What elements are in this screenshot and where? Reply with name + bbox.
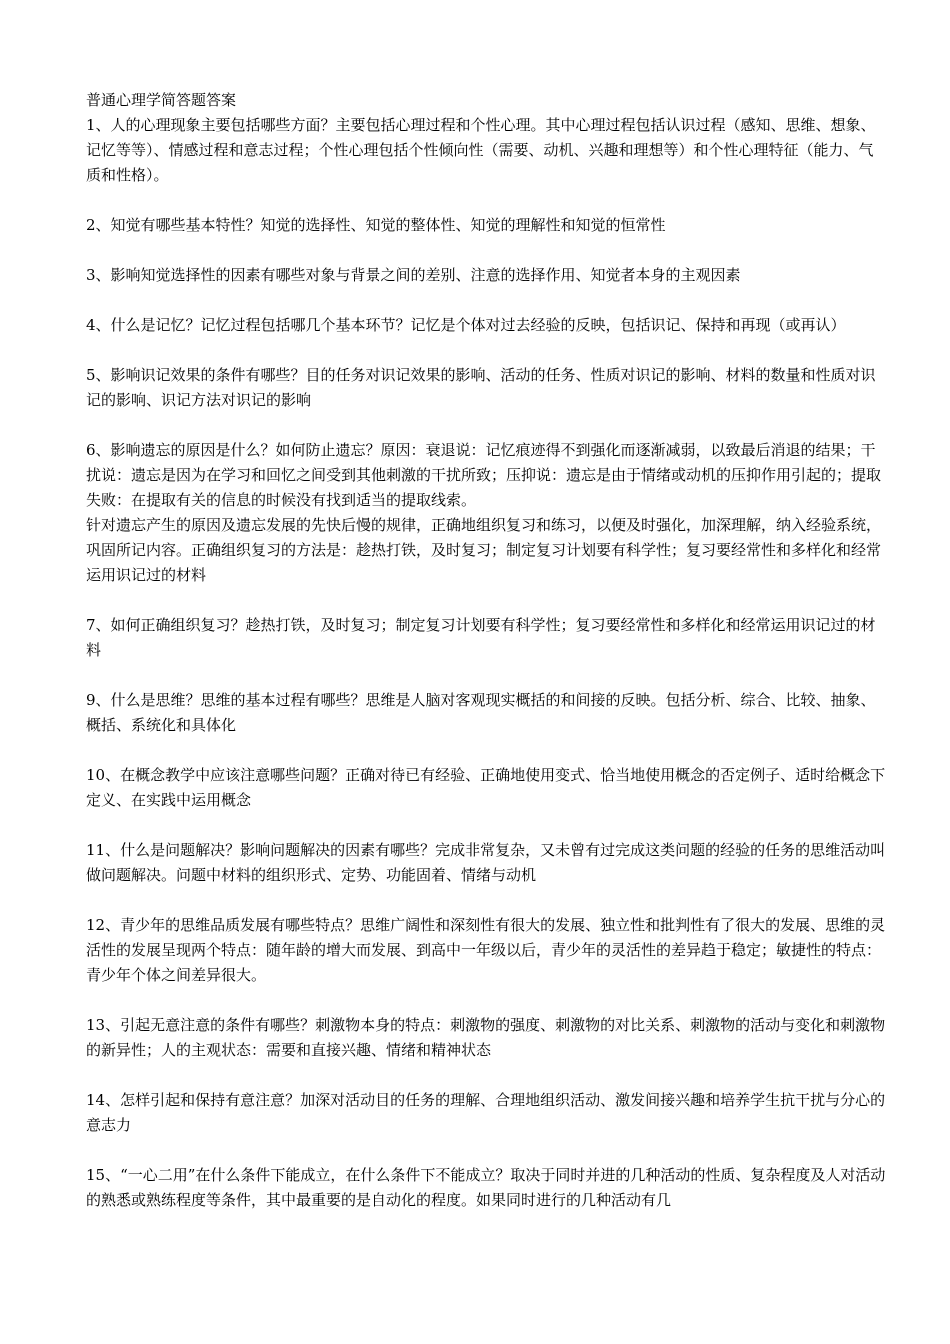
qa-item-5 (86, 363, 886, 413)
qa-item-4 (86, 313, 886, 338)
qa-item-10 (86, 763, 886, 813)
qa-item-13 (86, 1013, 886, 1063)
qa-item-6 (86, 438, 886, 588)
document-title: 普通心理学简答题答案 (86, 91, 237, 109)
document-page (86, 88, 886, 1238)
qa-item-12 (86, 913, 886, 988)
qa-item-14 (86, 1088, 886, 1138)
qa-item-15 (86, 1163, 886, 1213)
qa-item-3 (86, 263, 886, 288)
qa-text: 2、知觉有哪些基本特性？知觉的选择性、知觉的整体性、知觉的理解性和知觉的恒常性 (86, 216, 666, 234)
qa-text: 6、影响遗忘的原因是什么？如何防止遗忘？原因：衰退说：记忆痕迹得不到强化而逐渐减弱，以致最后消退的结果；干扰说：遗忘是因为在学习和回忆之间受到其他刺激的干扰所致；压抑说：遗忘是由于情绪或动机的压抑作用引起的；提取失败：在提取有关的信息的时候没有找到适当的提取线索。 (86, 441, 882, 509)
qa-text: 13、引起无意注意的条件有哪些？刺激物本身的特点：刺激物的强度、刺激物的对比关系、刺激物的活动与变化和刺激物的新异性；人的主观状态：需要和直接兴趣、情绪和精神状态 (86, 1016, 886, 1059)
qa-text: 3、影响知觉选择性的因素有哪些对象与背景之间的差别、注意的选择作用、知觉者本身的主观因素 (86, 266, 741, 284)
qa-item-1 (86, 113, 886, 188)
qa-text-continued: 针对遗忘产生的原因及遗忘发展的先快后慢的规律，正确地组织复习和练习，以便及时强化，加深理解，纳入经验系统，巩固所记内容。正确组织复习的方法是：趁热打铁，及时复习；制定复习计划要有科学性；复习要经常性和多样化和经常运用识记过的材料 (86, 516, 882, 584)
qa-item-11 (86, 838, 886, 888)
qa-text: 1、人的心理现象主要包括哪些方面？主要包括心理过程和个性心理。其中心理过程包括认识过程（感知、思维、想象、记忆等等）、情感过程和意志过程；个性心理包括个性倾向性（需要、动机、兴趣和理想等）和个性心理特征（能力、气质和性格）。 (86, 116, 876, 184)
qa-text: 14、怎样引起和保持有意注意？加深对活动目的任务的理解、合理地组织活动、激发间接兴趣和培养学生抗干扰与分心的意志力 (86, 1091, 886, 1134)
qa-text: 7、如何正确组织复习？趁热打铁，及时复习；制定复习计划要有科学性；复习要经常性和多样化和经常运用识记过的材料 (86, 616, 876, 659)
qa-text: 12、青少年的思维品质发展有哪些特点？思维广阔性和深刻性有很大的发展、独立性和批判性有了很大的发展、思维的灵活性的发展呈现两个特点：随年龄的增大而发展、到高中一年级以后，青少年的灵活性的差异趋于稳定；敏捷性的特点：青少年个体之间差异很大。 (86, 916, 886, 984)
qa-text: 11、什么是问题解决？影响问题解决的因素有哪些？完成非常复杂，又未曾有过完成这类问题的经验的任务的思维活动叫做问题解决。问题中材料的组织形式、定势、功能固着、情绪与动机 (86, 841, 886, 884)
qa-item-9 (86, 688, 886, 738)
qa-item-7 (86, 613, 886, 663)
qa-text: 9、什么是思维？思维的基本过程有哪些？思维是人脑对客观现实概括的和间接的反映。包括分析、综合、比较、抽象、概括、系统化和具体化 (86, 691, 876, 734)
qa-text: 15、“一心二用”在什么条件下能成立，在什么条件下不能成立？取决于同时并进的几种活动的性质、复杂程度及人对活动的熟悉或熟练程度等条件，其中最重要的是自动化的程度。如果同时进行的几种活动有几 (86, 1166, 886, 1209)
qa-text: 5、影响识记效果的条件有哪些？目的任务对识记效果的影响、活动的任务、性质对识记的影响、材料的数量和性质对识记的影响、识记方法对识记的影响 (86, 366, 876, 409)
qa-text: 4、什么是记忆？记忆过程包括哪几个基本环节？记忆是个体对过去经验的反映，包括识记、保持和再现（或再认） (86, 316, 846, 334)
qa-item-2 (86, 213, 886, 238)
qa-text: 10、在概念教学中应该注意哪些问题？正确对待已有经验、正确地使用变式、恰当地使用概念的否定例子、适时给概念下定义、在实践中运用概念 (86, 766, 886, 809)
